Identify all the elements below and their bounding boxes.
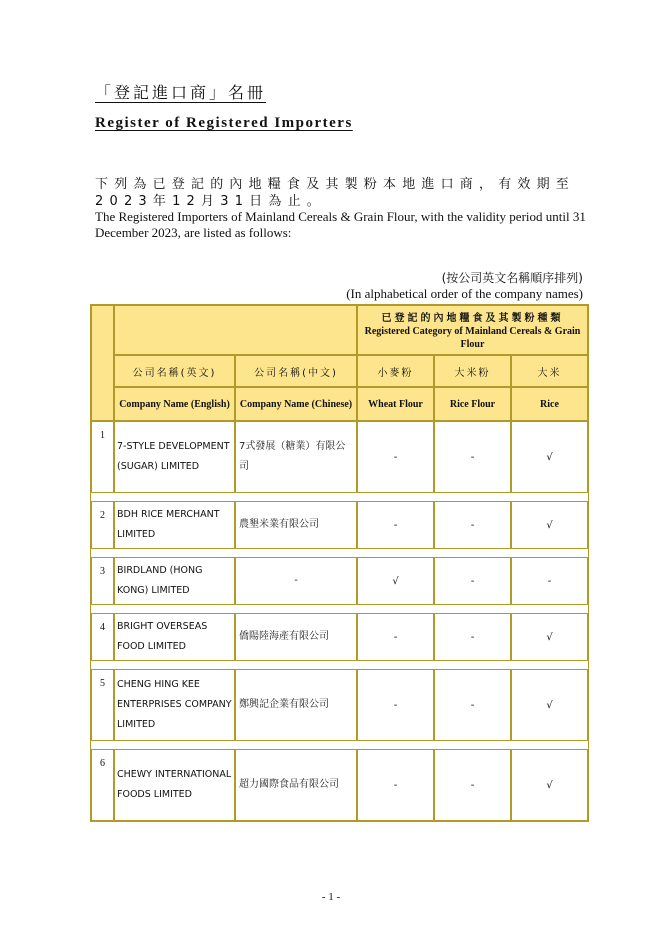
- table-row: [91, 421, 588, 493]
- row-number: 3: [91, 557, 114, 605]
- page-title-chinese: 「登記進口商」名冊: [95, 83, 267, 102]
- company-name-english: 7-STYLE DEVELOPMENT (SUGAR) LIMITED: [114, 421, 235, 493]
- rice-mark: √: [511, 501, 588, 549]
- company-name-chinese: 僑陽陸海產有限公司: [235, 613, 357, 661]
- col-header-wheat-zh: 小麥粉: [357, 355, 434, 387]
- col-header-name-zh: Company Name (Chinese): [235, 387, 357, 421]
- rice-flour-mark: -: [434, 557, 511, 605]
- wheat-flour-mark: √: [357, 557, 434, 605]
- company-name-chinese: 農墾米業有限公司: [235, 501, 357, 549]
- page-title-english: Register of Registered Importers: [95, 115, 353, 131]
- intro-text-english: The Registered Importers of Mainland Cereals & Grain Flour, with the validity period until 31 December 2023, are listed as follows:: [95, 209, 586, 240]
- table-row: [91, 749, 588, 821]
- order-note-chinese: (按公司英文名稱順序排列): [441, 271, 583, 285]
- rice-mark: √: [511, 669, 588, 741]
- col-header-rice-flour-zh: 大米粉: [434, 355, 511, 387]
- wheat-flour-mark: -: [357, 669, 434, 741]
- category-header-chinese: 已登記的內地糧食及其製粉種類: [381, 313, 564, 324]
- category-header: [357, 305, 588, 355]
- rice-flour-mark: -: [434, 501, 511, 549]
- rice-flour-mark: -: [434, 749, 511, 821]
- wheat-flour-mark: -: [357, 421, 434, 493]
- blank-header-cell: [114, 305, 357, 355]
- page-number: - 1 -: [321, 891, 341, 903]
- rice-flour-mark: -: [434, 421, 511, 493]
- row-number: 2: [91, 501, 114, 549]
- company-name-chinese: -: [235, 557, 357, 605]
- company-name-english: CHENG HING KEE ENTERPRISES COMPANY LIMITED: [114, 669, 235, 741]
- index-header-cell: [91, 305, 114, 421]
- intro-text-chinese: 下列為已登記的內地糧食及其製粉本地進口商，有效期至2023年12月31日為止。: [95, 177, 576, 209]
- rice-flour-mark: -: [434, 669, 511, 741]
- table-row: [91, 501, 588, 549]
- category-header-english: Registered Category of Mainland Cereals & Grain Flour: [364, 326, 581, 350]
- col-header-rice-zh: 大米: [511, 355, 588, 387]
- table-row: [91, 557, 588, 605]
- wheat-flour-mark: -: [357, 749, 434, 821]
- company-name-english: BIRDLAND (HONG KONG) LIMITED: [114, 557, 235, 605]
- col-header-wheat: Wheat Flour: [357, 387, 434, 421]
- rice-mark: √: [511, 613, 588, 661]
- company-name-chinese: 超力國際食品有限公司: [235, 749, 357, 821]
- table-row: [91, 613, 588, 661]
- row-number: 6: [91, 749, 114, 821]
- rice-flour-mark: -: [434, 613, 511, 661]
- rice-mark: √: [511, 749, 588, 821]
- rice-mark: -: [511, 557, 588, 605]
- company-name-english: BDH RICE MERCHANT LIMITED: [114, 501, 235, 549]
- wheat-flour-mark: -: [357, 501, 434, 549]
- col-header-name-zh-zh: 公司名稱(中文): [235, 355, 357, 387]
- order-note-english: (In alphabetical order of the company names): [346, 286, 583, 301]
- row-number: 1: [91, 421, 114, 493]
- company-name-english: CHEWY INTERNATIONAL FOODS LIMITED: [114, 749, 235, 821]
- wheat-flour-mark: -: [357, 613, 434, 661]
- company-name-english: BRIGHT OVERSEAS FOOD LIMITED: [114, 613, 235, 661]
- row-number: 4: [91, 613, 114, 661]
- col-header-name-en-zh: 公司名稱(英文): [114, 355, 235, 387]
- table-row: [91, 669, 588, 741]
- col-header-rice-flour: Rice Flour: [434, 387, 511, 421]
- rice-mark: √: [511, 421, 588, 493]
- col-header-rice: Rice: [511, 387, 588, 421]
- importers-table: [90, 304, 589, 822]
- company-name-chinese: 7式發展（糖業）有限公司: [235, 421, 357, 493]
- order-note: [346, 270, 583, 302]
- col-header-name-en: Company Name (English): [114, 387, 235, 421]
- row-number: 5: [91, 669, 114, 741]
- company-name-chinese: 鄭興記企業有限公司: [235, 669, 357, 741]
